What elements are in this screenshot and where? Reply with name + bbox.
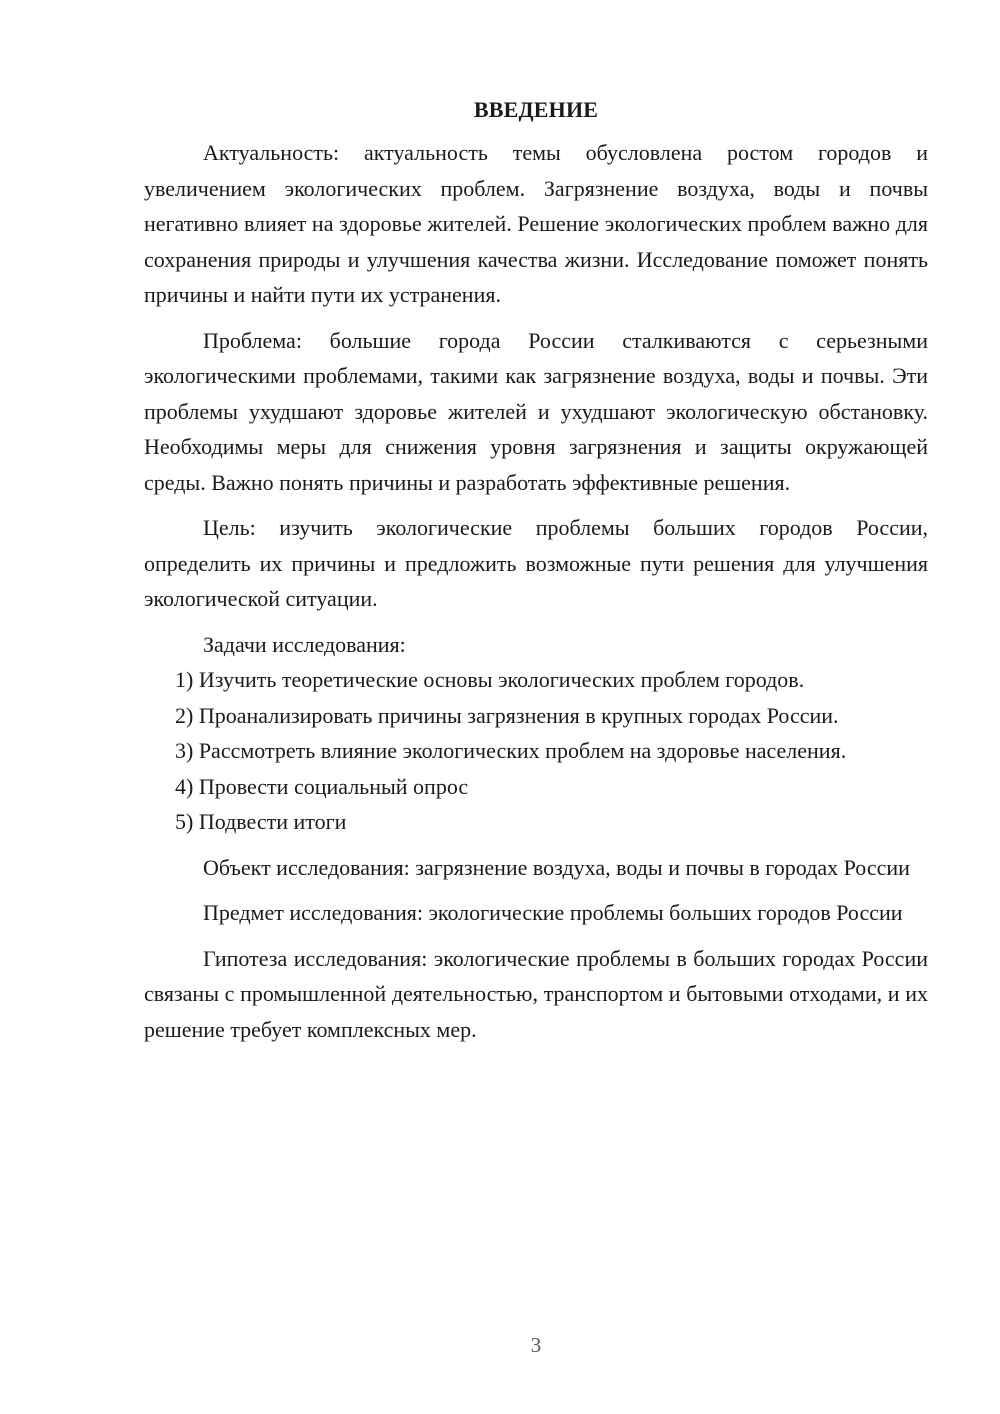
document-page xyxy=(144,92,928,1047)
paragraph-goal: Цель: изучить экологические проблемы больших городов России, определить их причины и предложить возможные пути решения для улучшения экологической ситуации. xyxy=(144,515,928,611)
task-item-3: 3) Рассмотреть влияние экологических проблем на здоровье населения. xyxy=(175,738,847,763)
task-item-1: 1) Изучить теоретические основы экологических проблем городов. xyxy=(175,667,805,692)
task-item-4: 4) Провести социальный опрос xyxy=(175,773,469,799)
paragraph-object: Объект исследования: загрязнение воздуха, воды и почвы в городах России xyxy=(203,854,910,880)
paragraph-hypothesis: Гипотеза исследования: экологические проблемы в больших городах России связаны с промышленной деятельностью, транспортом и бытовыми отходами, и их решение требует комплексных мер. xyxy=(144,945,928,1042)
page-number: 3 xyxy=(530,1333,542,1357)
section-title: ВВЕДЕНИЕ xyxy=(473,97,599,122)
paragraph-subject: Предмет исследования: экологические проблемы больших городов России xyxy=(203,900,903,925)
paragraph-relevance: Актуальность: актуальность темы обусловлена ростом городов и увеличением экологических проблем. Загрязнение воздуха, воды и почвы негативно влияет на здоровье жителей. Решение экологических проблем важно для сохранения природы и улучшения качества жизни. Исследование поможет понять причины и найти пути их устранения. xyxy=(144,140,928,307)
task-item-5: 5) Подвести итоги xyxy=(175,809,347,834)
paragraph-problem: Проблема: большие города России сталкиваются с серьезными экологическими проблемами, такими как загрязнение воздуха, воды и почвы. Эти проблемы ухудшают здоровье жителей и ухудшают экологическую обстановку. Необходимы меры для снижения уровня загрязнения и защиты окружающей среды. Важно понять причины и разработать эффективные решения. xyxy=(144,327,928,495)
tasks-heading: Задачи исследования: xyxy=(203,631,406,657)
task-item-2: 2) Проанализировать причины загрязнения в крупных городах России. xyxy=(175,702,839,728)
